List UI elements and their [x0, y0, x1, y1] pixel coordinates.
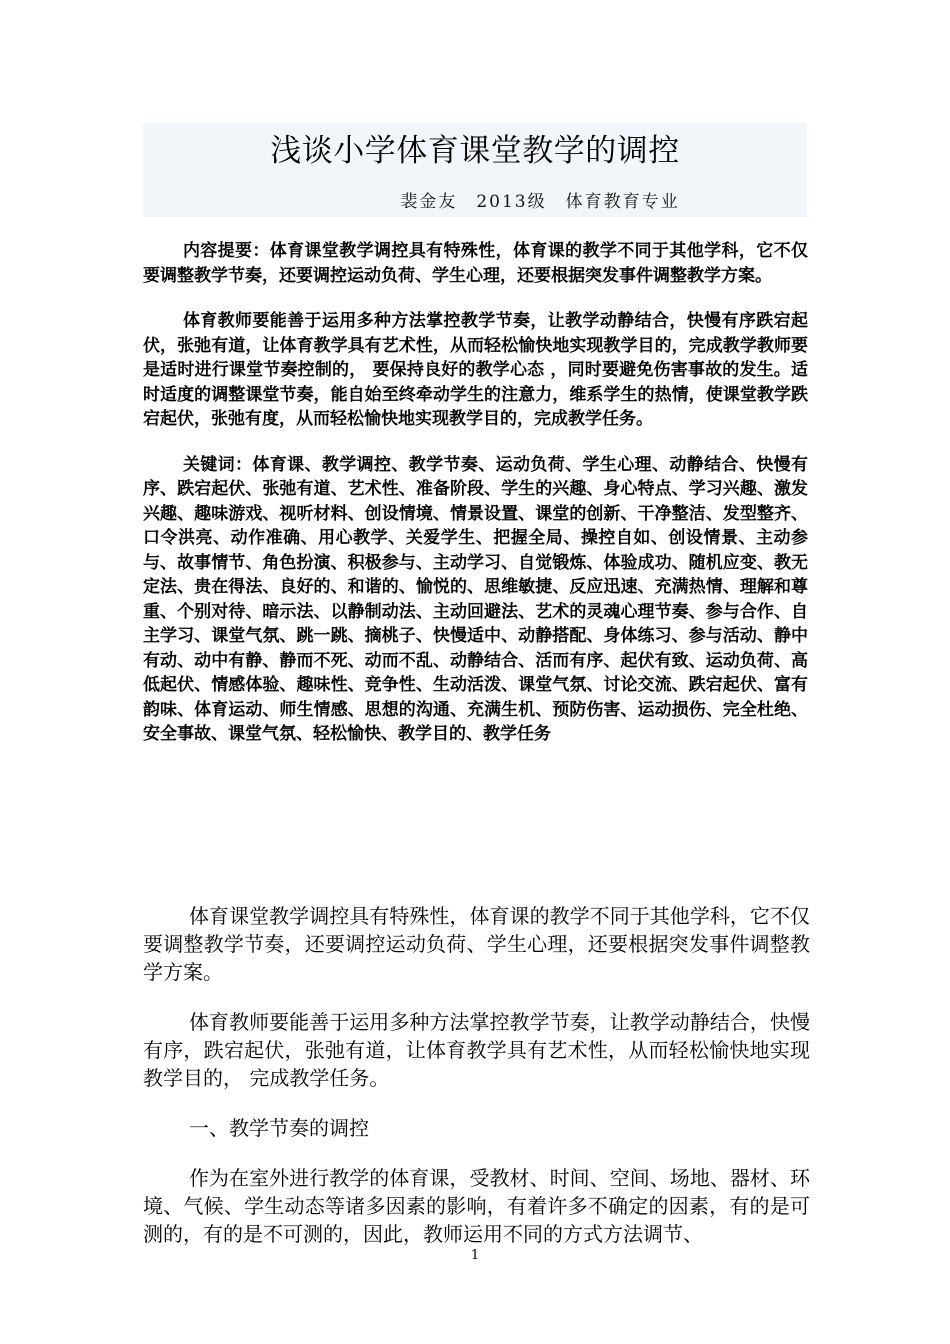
body-paragraph: 体育课堂教学调控具有特殊性，体育课的教学不同于其他学科，它不仅要调整教学节奏，还要调控运动负荷、学生心理，还要根据突发事件调整教学方案。: [143, 904, 810, 984]
body-section: [143, 902, 810, 1270]
section-heading: 一、教学节奏的调控: [189, 1116, 369, 1140]
abstract-summary: 内容提要：体育课堂教学调控具有特殊性，体育课的教学不同于其他学科，它不仅要调整教学节奏，还要调控运动负荷、学生心理，还要根据突发事件调整教学方案。: [143, 241, 808, 286]
body-paragraph: 体育教师要能善于运用多种方法掌控教学节奏，让教学动静结合，快慢有序，跌宕起伏，张弛有道，让体育教学具有艺术性，从而轻松愉快地实现教学目的， 完成教学任务。: [143, 1010, 810, 1090]
page-title: 浅谈小学体育课堂教学的调控: [270, 133, 680, 169]
title-block: [143, 123, 807, 217]
body-paragraph: 作为在室外进行教学的体育课，受教材、时间、空间、场地、器材、环境、气候、学生动态等诸多因素的影响，有着许多不确定的因素，有的是可测的，有的是不可测的，因此，教师运用不同的方式方法调节、: [143, 1166, 810, 1246]
page-number: 1: [470, 1248, 480, 1263]
abstract-section: [143, 239, 808, 768]
abstract-paragraph: 体育教师要能善于运用多种方法掌控教学节奏，让教学动静结合，快慢有序跌宕起伏，张弛有道，让体育教学具有艺术性，从而轻松愉快地实现教学目的，完成教学教师要是适时进行课堂节奏控制的， 要保持良好的教学心态 ，同时要避免伤害事故的发生。适时适度的调整课堂节奏，能自始至终牵动学生的注意力，维系学生的热情，使课堂教学跌宕起伏，张弛有度，从而轻松愉快地实现教学目的，完成教学任务。: [143, 311, 808, 429]
keywords: 关键词：体育课、教学调控、教学节奏、运动负荷、学生心理、动静结合、快慢有序、跌宕起伏、张弛有道、艺术性、准备阶段、学生的兴趣、身心特点、学习兴趣、激发兴趣、趣味游戏、视听材料、创设情境、情景设置、课堂的创新、干净整洁、发型整齐、口令洪亮、动作准确、用心教学、关爱学生、把握全局、操控自如、创设情景、主动参与、故事情节、角色扮演、积极参与、主动学习、自觉锻炼、体验成功、随机应变、教无定法、贵在得法、良好的、和谐的、愉悦的、思维敏捷、反应迅速、充满热情、理解和尊重、个别对待、暗示法、以静制动法、主动回避法、艺术的灵魂心理节奏、参与合作、自主学习、课堂气氛、跳一跳、摘桃子、快慢适中、动静搭配、身体练习、参与活动、静中有动、动中有静、静而不死、动而不乱、动静结合、活而有序、起伏有致、运动负荷、高低起伏、情感体验、趣味性、竞争性、生动活泼、课堂气氛、讨论交流、跌宕起伏、富有韵味、体育运动、师生情感、思想的沟通、充满生机、预防伤害、运动损伤、完全杜绝、安全事故、课堂气氛、轻松愉快、教学目的、教学任务: [143, 454, 808, 744]
author-line: 裴金友 2013级 体育教育专业: [400, 192, 680, 212]
